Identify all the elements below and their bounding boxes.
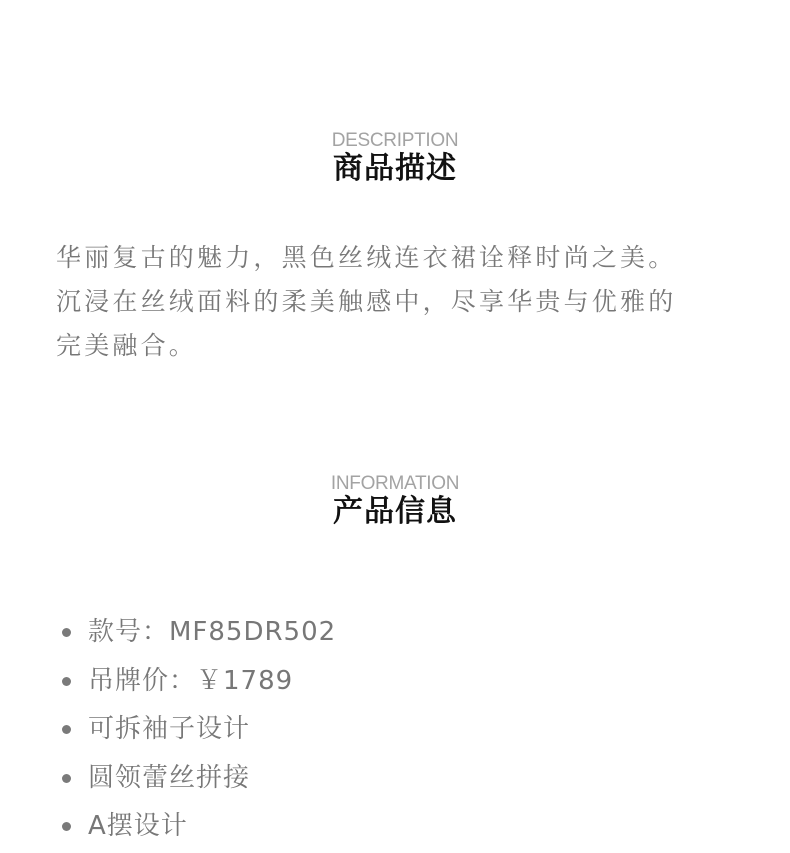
list-item-text: 款号：MF85DR502	[88, 617, 337, 647]
description-line: 华丽复古的魅力，黑色丝绒连衣裙诠释时尚之美。	[56, 243, 677, 272]
list-item-text: A摆设计	[88, 811, 188, 841]
list-item-tag-price	[60, 659, 336, 708]
bullet-icon	[62, 725, 71, 734]
information-header	[0, 474, 790, 530]
information-title: 产品信息	[333, 494, 457, 529]
list-item-text: 可拆袖子设计	[88, 714, 251, 744]
list-item-text: 圆领蕾丝拼接	[88, 762, 251, 793]
bullet-icon	[62, 628, 71, 637]
description-header	[0, 131, 790, 187]
list-item-detachable-sleeves	[60, 707, 336, 756]
bullet-icon	[62, 822, 71, 831]
list-item-lace-collar	[60, 756, 336, 805]
information-eyebrow: INFORMATION	[330, 473, 460, 494]
list-item-text: 吊牌价：￥1789	[88, 665, 294, 696]
product-info-list	[60, 610, 336, 853]
description-line: 完美融合。	[56, 331, 198, 360]
description-title: 商品描述	[333, 151, 457, 186]
list-item-style-number	[60, 610, 336, 659]
product-description	[56, 236, 746, 368]
list-item-a-line-hem	[60, 804, 336, 853]
bullet-icon	[62, 774, 71, 783]
description-eyebrow: DESCRIPTION	[331, 130, 459, 151]
bullet-icon	[62, 677, 71, 686]
description-line: 沉浸在丝绒面料的柔美触感中，尽享华贵与优雅的	[56, 287, 677, 316]
